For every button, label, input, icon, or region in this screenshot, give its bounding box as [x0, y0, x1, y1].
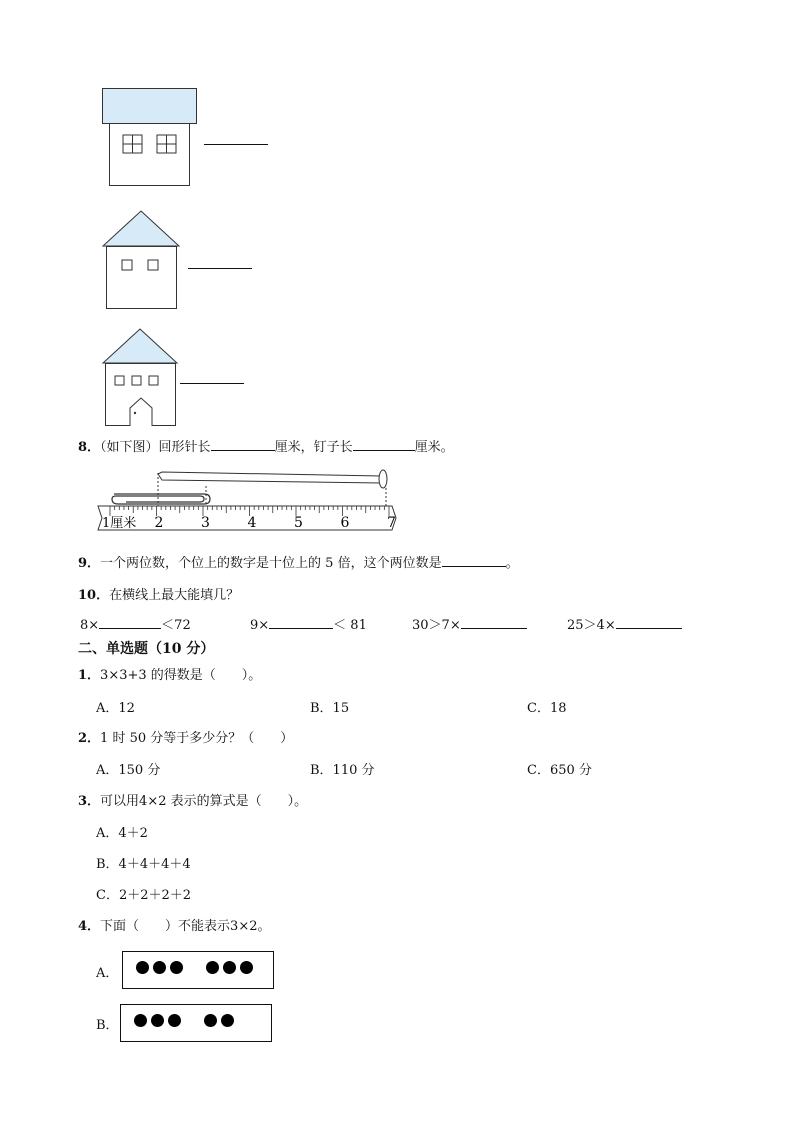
question-9-text-b: 。 [505, 556, 519, 571]
question-8 [78, 436, 454, 455]
question-9-text-a: 一个两位数，个位上的数字是十位上的 5 倍，这个两位数是 [100, 556, 442, 571]
q10-item-1-pre: 8× [80, 618, 100, 633]
dot [134, 1014, 147, 1027]
house-2-figure [102, 210, 182, 310]
house-3-figure [102, 328, 180, 428]
question-9-number: 9． [78, 556, 101, 571]
q10-item-1-blank[interactable] [99, 614, 161, 629]
dot [136, 961, 149, 974]
ruler-tick-label: 3 [201, 515, 210, 531]
question-8-number: 8． [78, 440, 101, 455]
question-8-text-c: 厘米。 [414, 440, 454, 455]
house-1-figure [102, 88, 197, 188]
mc-3-option-c[interactable]: C．2＋2＋2＋2 [96, 888, 192, 903]
ruler-tick-label: 7 [387, 515, 396, 531]
ruler-figure [96, 464, 404, 540]
mc-2-option-c[interactable]: C．650 分 [527, 763, 592, 778]
section-2-title: 二、单选题（10 分） [78, 641, 215, 657]
q10-item-3-blank[interactable] [461, 614, 527, 629]
mc-4-option-a[interactable]: A． [96, 966, 119, 981]
mc-1-option-c[interactable]: C．18 [527, 701, 567, 716]
dot [170, 961, 183, 974]
question-8-text-b: 厘米，钉子长 [274, 440, 353, 455]
q10-item-2-post: ＜ 81 [333, 618, 367, 633]
mc-2-number: 2． [78, 731, 101, 746]
q10-item-2-pre: 9× [250, 618, 270, 633]
question-9 [78, 552, 519, 571]
mc-question-1 [78, 664, 261, 683]
mc-1-option-a[interactable]: A．12 [96, 701, 135, 716]
mc-3-option-a[interactable]: A．4＋2 [96, 826, 148, 841]
house-2-answer-blank[interactable] [188, 268, 252, 269]
question-10-item-4 [567, 614, 682, 633]
question-9-answer-blank[interactable] [442, 552, 506, 567]
mc-4-option-b[interactable]: B． [96, 1018, 119, 1033]
question-10-item-1 [80, 614, 191, 633]
ruler-unit-label: 1厘米 [102, 516, 137, 531]
dot [151, 1014, 164, 1027]
ruler-tick-label: 2 [154, 515, 164, 531]
house-3-drawing [102, 328, 180, 428]
ruler-tick-label: 4 [247, 515, 257, 531]
house-1-answer-blank[interactable] [204, 144, 268, 145]
mc-4-option-b-dots[interactable] [120, 1004, 272, 1042]
question-10-item-3 [412, 614, 527, 633]
question-10-text: 在横线上最大能填几？ [109, 588, 240, 603]
dot [221, 1014, 234, 1027]
question-10-item-2 [250, 614, 367, 633]
house-2-drawing [102, 210, 182, 310]
dot [168, 1014, 181, 1027]
mc-question-2 [78, 727, 293, 746]
ruler-tick-label: 5 [294, 515, 303, 531]
mc-2-text: 1 时 50 分等于多少分？（ ） [100, 731, 294, 746]
ruler-tick-label: 6 [340, 515, 350, 531]
mc-3-option-b[interactable]: B．4＋4＋4＋4 [96, 857, 191, 872]
q10-item-2-blank[interactable] [269, 614, 333, 629]
mc-1-number: 1． [78, 668, 101, 683]
ruler-drawing [96, 464, 404, 540]
dot [223, 961, 236, 974]
q10-item-4-blank[interactable] [616, 614, 682, 629]
mc-4-number: 4． [78, 919, 101, 934]
house-1-drawing [102, 88, 197, 188]
house-3-answer-blank[interactable] [180, 383, 244, 384]
question-10-number: 10． [78, 588, 110, 603]
mc-question-4 [78, 915, 270, 934]
q10-item-3-pre: 30＞7× [412, 618, 461, 633]
question-10 [78, 584, 239, 603]
dot [153, 961, 166, 974]
mc-4-text: 下面（ ）不能表示3×2。 [100, 919, 271, 934]
mc-2-option-a[interactable]: A．150 分 [96, 763, 161, 778]
mc-1-option-b[interactable]: B．15 [310, 701, 350, 716]
nail-length-blank[interactable] [353, 436, 415, 451]
mc-3-text: 可以用4×2 表示的算式是（ ）。 [100, 794, 308, 809]
mc-3-number: 3． [78, 794, 101, 809]
mc-1-text: 3×3+3 的得数是（ ）。 [100, 668, 262, 683]
q10-item-4-pre: 25＞4× [567, 618, 616, 633]
q10-item-1-post: ＜72 [161, 618, 191, 633]
dot [206, 961, 219, 974]
mc-question-3 [78, 790, 307, 809]
mc-2-option-b[interactable]: B．110 分 [310, 763, 375, 778]
question-8-text-a: （如下图）回形针长 [100, 440, 211, 455]
dot [204, 1014, 217, 1027]
paperclip-length-blank[interactable] [211, 436, 275, 451]
dot [240, 961, 253, 974]
mc-4-option-a-dots[interactable] [122, 951, 274, 989]
